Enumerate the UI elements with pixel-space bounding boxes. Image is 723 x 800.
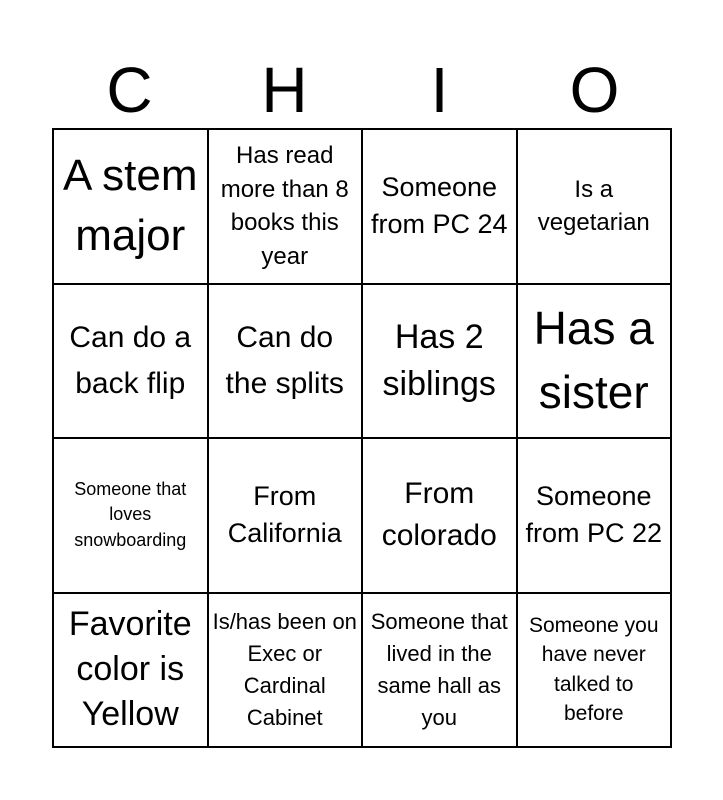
cell-text: Can do the splits bbox=[225, 321, 344, 400]
header-letter-c: C bbox=[106, 54, 153, 126]
bingo-cell-r3c4[interactable] bbox=[518, 439, 673, 594]
bingo-cell-r2c3[interactable] bbox=[363, 285, 518, 440]
cell-text: Someone that lived in the same hall as you bbox=[370, 608, 508, 730]
bingo-header bbox=[52, 52, 672, 128]
bingo-cell-r1c4[interactable] bbox=[518, 130, 673, 285]
cell-text: From colorado bbox=[381, 477, 497, 553]
bingo-cell-r4c2[interactable] bbox=[209, 594, 364, 749]
bingo-cell-r1c2[interactable] bbox=[209, 130, 364, 285]
bingo-board bbox=[52, 128, 672, 748]
header-letter-i: I bbox=[430, 54, 449, 126]
bingo-cell-r4c1[interactable] bbox=[54, 594, 209, 749]
cell-text: A stem major bbox=[63, 150, 198, 261]
bingo-cell-r4c3[interactable] bbox=[363, 594, 518, 749]
header-letter-o: O bbox=[569, 54, 620, 126]
cell-text: Has a sister bbox=[533, 302, 654, 418]
cell-text: Can do a back flip bbox=[69, 321, 192, 400]
bingo-cell-r3c3[interactable] bbox=[363, 439, 518, 594]
header-letter-h: H bbox=[261, 54, 308, 126]
bingo-cell-r2c4[interactable] bbox=[518, 285, 673, 440]
bingo-cell-r2c2[interactable] bbox=[209, 285, 364, 440]
cell-text: Someone from PC 24 bbox=[370, 172, 508, 240]
bingo-cell-r2c1[interactable] bbox=[54, 285, 209, 440]
bingo-cell-r4c4[interactable] bbox=[518, 594, 673, 749]
bingo-cell-r3c1[interactable] bbox=[54, 439, 209, 594]
bingo-cell-r3c2[interactable] bbox=[209, 439, 364, 594]
cell-text: Has read more than 8 books this year bbox=[220, 142, 349, 270]
cell-text: Has 2 siblings bbox=[382, 317, 496, 403]
cell-text: Someone you have never talked to before bbox=[528, 613, 659, 726]
cell-text: Is/has been on Exec or Cardinal Cabinet bbox=[212, 608, 357, 730]
cell-text: Someone from PC 22 bbox=[525, 481, 663, 549]
bingo-cell-r1c1[interactable] bbox=[54, 130, 209, 285]
cell-text: Someone that loves snowboarding bbox=[74, 478, 187, 551]
cell-text: Is a vegetarian bbox=[537, 175, 650, 237]
cell-text: From California bbox=[227, 481, 342, 549]
cell-text: Favorite color is Yellow bbox=[68, 605, 192, 734]
bingo-cell-r1c3[interactable] bbox=[363, 130, 518, 285]
